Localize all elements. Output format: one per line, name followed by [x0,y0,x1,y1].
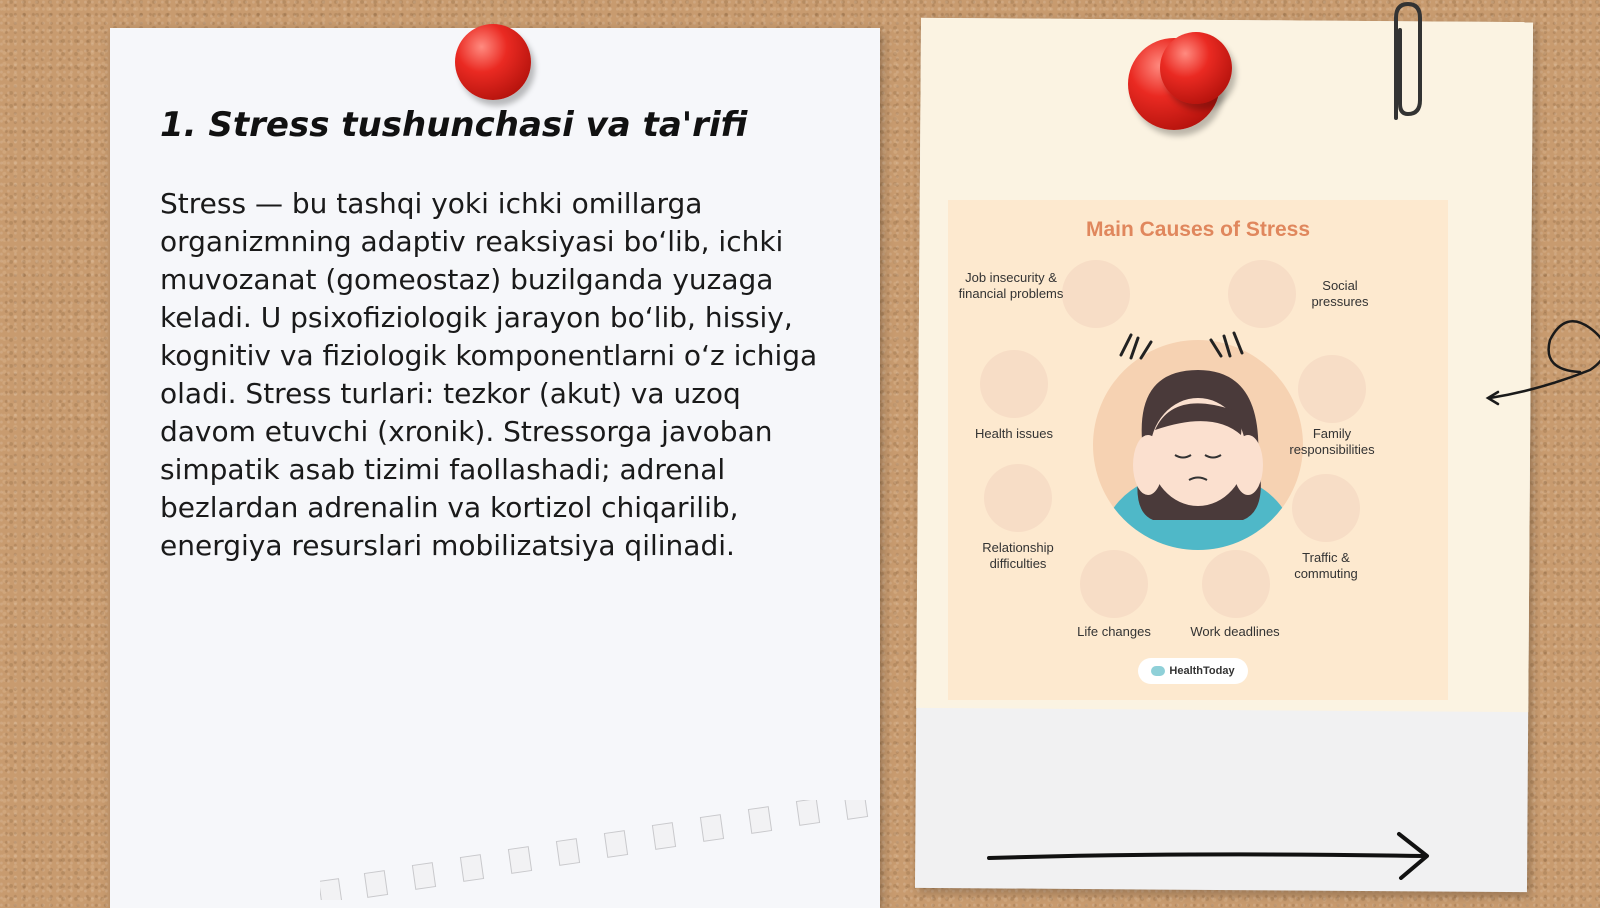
stressed-woman-illustration [1093,340,1303,550]
label-relationship-difficulties: Relationship difficulties [982,540,1054,571]
label-job-insecurity: Job insecurity & financial problems [958,270,1064,301]
label-life-changes: Life changes [1077,624,1151,639]
brand-badge [1138,658,1248,684]
label-traffic-commuting: Traffic & commuting [1294,550,1358,581]
traffic-commuting-icon [1292,474,1360,542]
label-family-responsibilities: Family responsibilities [1289,426,1375,457]
red-pushpin-left [455,24,531,100]
infographic-title: Main Causes of Stress [1085,218,1311,241]
life-changes-icon [1080,550,1148,618]
job-insecurity-icon [1062,260,1130,328]
label-social-pressures: Social pressures [1311,278,1369,309]
brand-logo-icon [1151,666,1165,676]
label-work-deadlines: Work deadlines [1190,624,1280,639]
paperclip-icon [1378,0,1428,130]
label-health-issues: Health issues [974,426,1054,441]
loop-arrow-doodle-icon [1480,310,1600,410]
stress-burst-right-icon [1206,328,1246,358]
brand-name: HealthToday [1169,665,1235,677]
slide-body-text: Stress — bu tashqi yoki ichki omillarga organizmning adaptiv reaksiyasi bo‘lib, ichki muvozanat (gomeostaz) buzilganda yuzaga keladi. U psixofiziologik jarayon bo‘lib, hissiy, kognitiv va fiziologik komponentlarni o‘z ichiga oladi. Stress turlari: tezkor (akut) va uzoq davom etuvchi (xronik). Stressorga javoban simpatik asab tizimi faollashadi; adrenal bezlardan adrenalin va kortizol chiqarilib, energiya resurslari mobilizatsiya qilinadi. [160,187,818,562]
right-arrow-icon [985,830,1445,880]
family-responsibilities-icon [1298,355,1366,423]
social-pressures-icon [1228,260,1296,328]
slide-title: 1. Stress tushunchasi va ta'rifi [160,105,748,145]
relationship-difficulties-icon [984,464,1052,532]
health-issues-icon [980,350,1048,418]
stress-causes-infographic [948,200,1448,700]
torn-paper-tabs [320,800,880,900]
red-pushpin-right-front [1160,32,1232,104]
work-deadlines-icon [1202,550,1270,618]
stress-burst-left-icon [1116,330,1156,360]
